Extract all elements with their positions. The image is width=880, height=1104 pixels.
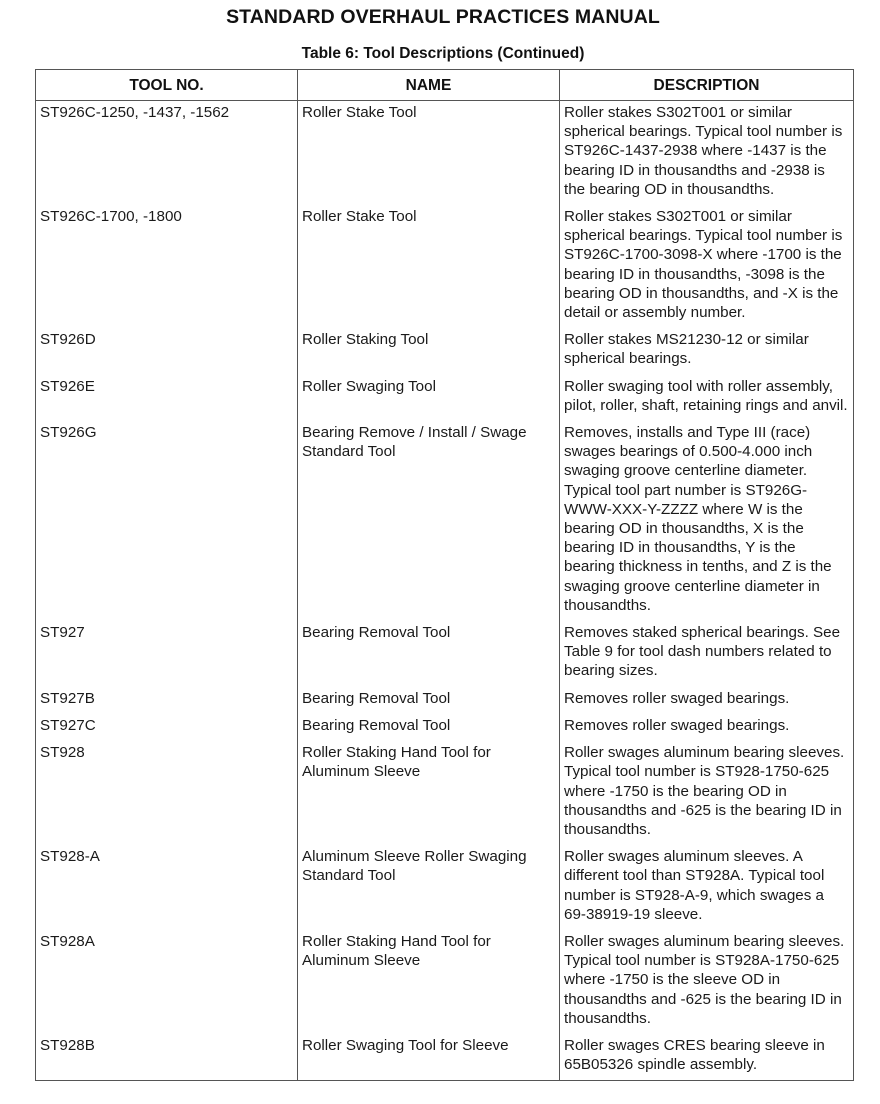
tool-description-cell: Roller stakes S302T001 or similar spherical bearings. Typical tool number is ST926C-1700-3098-X where -1700 is the bearing ID in thousandths, -3098 is the bearing OD in thousandths, and -X is the detail or assembly number. xyxy=(560,205,854,328)
tool-name-cell: Roller Staking Tool xyxy=(298,328,560,374)
tool-no-cell: ST928-A xyxy=(36,845,298,930)
tool-no-cell: ST927C xyxy=(36,714,298,741)
tool-description-cell: Roller swages CRES bearing sleeve in 65B05326 spindle assembly. xyxy=(560,1034,854,1081)
table-caption: Table 6: Tool Descriptions (Continued) xyxy=(301,45,585,62)
tool-name-cell: Bearing Remove / Install / Swage Standard Tool xyxy=(298,421,560,621)
tool-description-cell: Removes, installs and Type III (race) swages bearings of 0.500-4.000 inch swaging groove centerline diameter. Typical tool part number is ST926G-WWW-XXX-Y-ZZZZ where W is the bearing OD in thousandths, X is the bearing ID in thousandths, Y is the bearing thickness in tenths, and Z is the swaging groove centerline diameter in thousandths. xyxy=(560,421,854,621)
tool-no-cell: ST927B xyxy=(36,687,298,714)
tool-no-cell: ST928B xyxy=(36,1034,298,1081)
table-row xyxy=(36,205,854,328)
tool-description-cell: Roller swaging tool with roller assembly, pilot, roller, shaft, retaining rings and anvil. xyxy=(560,375,854,421)
column-header-name: NAME xyxy=(298,70,560,101)
tool-no-cell: ST928A xyxy=(36,930,298,1034)
table-row xyxy=(36,930,854,1034)
tool-description-cell: Removes roller swaged bearings. xyxy=(560,714,854,741)
tool-name-cell: Bearing Removal Tool xyxy=(298,714,560,741)
table-row xyxy=(36,714,854,741)
tool-description-cell: Roller swages aluminum sleeves. A different tool than ST928A. Typical tool number is ST928-A-9, which swages a 69-38919-19 sleeve. xyxy=(560,845,854,930)
tool-name-cell: Bearing Removal Tool xyxy=(298,687,560,714)
tool-name-cell: Roller Staking Hand Tool for Aluminum Sleeve xyxy=(298,741,560,845)
tool-description-cell: Roller stakes MS21230-12 or similar spherical bearings. xyxy=(560,328,854,374)
tool-no-cell: ST927 xyxy=(36,621,298,687)
table-row xyxy=(36,621,854,687)
column-header-description: DESCRIPTION xyxy=(560,70,854,101)
manual-title: STANDARD OVERHAUL PRACTICES MANUAL xyxy=(226,6,660,28)
tool-name-cell: Bearing Removal Tool xyxy=(298,621,560,687)
table-row xyxy=(36,687,854,714)
tool-name-cell: Roller Stake Tool xyxy=(298,205,560,328)
tool-description-cell: Removes roller swaged bearings. xyxy=(560,687,854,714)
tool-description-cell: Roller swages aluminum bearing sleeves. Typical tool number is ST928A-1750-625 where -1750 is the sleeve OD in thousandths and -625 is the bearing ID in thousandths. xyxy=(560,930,854,1034)
tool-no-cell: ST926E xyxy=(36,375,298,421)
tool-name-cell: Roller Stake Tool xyxy=(298,101,560,206)
tool-no-cell: ST926C-1700, -1800 xyxy=(36,205,298,328)
tool-description-cell: Roller swages aluminum bearing sleeves. Typical tool number is ST928-1750-625 where -1750 is the bearing OD in thousandths and -625 is the bearing ID in thousandths. xyxy=(560,741,854,845)
tool-no-cell: ST926C-1250, -1437, -1562 xyxy=(36,101,298,206)
table-row xyxy=(36,741,854,845)
tool-descriptions-table xyxy=(35,69,854,1081)
tool-no-cell: ST926D xyxy=(36,328,298,374)
table-row xyxy=(36,1034,854,1081)
tool-name-cell: Roller Swaging Tool xyxy=(298,375,560,421)
table-row xyxy=(36,101,854,206)
tool-name-cell: Roller Staking Hand Tool for Aluminum Sleeve xyxy=(298,930,560,1034)
table-header-row xyxy=(36,70,854,101)
tool-description-cell: Removes staked spherical bearings. See Table 9 for tool dash numbers related to bearing sizes. xyxy=(560,621,854,687)
tool-no-cell: ST928 xyxy=(36,741,298,845)
column-header-tool-no: TOOL NO. xyxy=(36,70,298,101)
table-row xyxy=(36,328,854,374)
table-row xyxy=(36,375,854,421)
tool-name-cell: Roller Swaging Tool for Sleeve xyxy=(298,1034,560,1081)
table-row xyxy=(36,845,854,930)
tool-no-cell: ST926G xyxy=(36,421,298,621)
table-row xyxy=(36,421,854,621)
tool-description-cell: Roller stakes S302T001 or similar spherical bearings. Typical tool number is ST926C-1437-2938 where -1437 is the bearing ID in thousandths and -2938 is the bearing OD in thousandths. xyxy=(560,101,854,206)
tool-name-cell: Aluminum Sleeve Roller Swaging Standard Tool xyxy=(298,845,560,930)
